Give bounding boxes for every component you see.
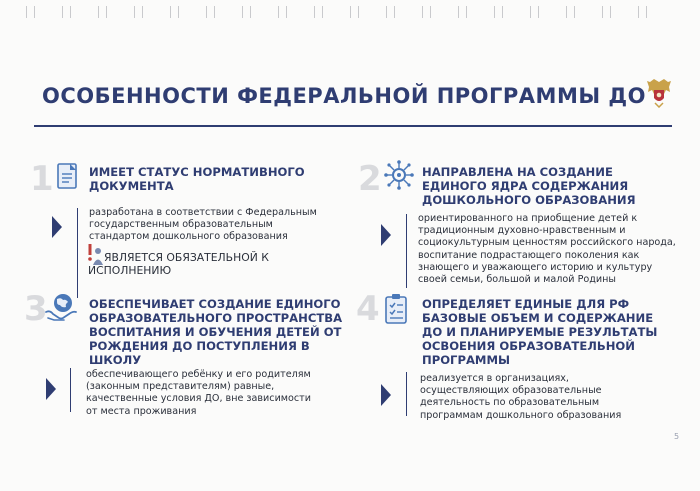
block-1-divider (77, 208, 78, 298)
block-1-heading-line: ИМЕЕТ СТАТУС НОРМАТИВНОГО (89, 165, 305, 179)
block-1-body (89, 207, 317, 244)
block-2-body-line: своей семьи, большой и малой Родины (418, 274, 616, 286)
checklist-icon (383, 293, 411, 325)
block-1-mandatory (88, 251, 269, 277)
block-2-heading-line: ЕДИНОГО ЯДРА СОДЕРЖАНИЯ (422, 179, 629, 193)
block-2-body-line: социокультурным ценностям российского народа, (418, 237, 676, 249)
block-4-heading-line: ОСВОЕНИЯ ОБРАЗОВАТЕЛЬНОЙ (422, 339, 635, 353)
block-1-number: 1 (30, 159, 54, 199)
block-3-heading-line: ВОСПИТАНИЯ И ОБУЧЕНИЯ ДЕТЕЙ ОТ (89, 325, 342, 339)
block-3-arrow-icon (46, 378, 56, 400)
block-2-divider (406, 214, 407, 288)
block-4-body-line: деятельность по образовательным (420, 397, 600, 409)
page-number: 5 (674, 432, 680, 441)
block-3-divider (70, 368, 71, 412)
block-4-divider (406, 372, 407, 416)
block-3-heading (89, 297, 342, 367)
block-3-heading-line: РОЖДЕНИЯ ДО ПОСТУПЛЕНИЯ В (89, 339, 310, 353)
block-4-heading-line: ПРОГРАММЫ (422, 353, 511, 367)
block-4-heading (422, 297, 657, 367)
block-2-body-line: ориентированного на приобщение детей к (418, 213, 638, 224)
block-4-arrow-icon (381, 384, 391, 406)
block-3-body-line: обеспечивающего ребёнку и его родителям (86, 369, 311, 380)
block-2-body-line: знающего и уважающего историю и культуру (418, 261, 653, 273)
block-4-body-line: программам дошкольного образования (420, 409, 622, 421)
block-4-heading-line: ОПРЕДЕЛЯЕТ ЕДИНЫЕ ДЛЯ РФ (422, 297, 630, 311)
network-gear-icon (384, 160, 414, 190)
block-3-body-line: от места проживания (86, 405, 197, 417)
globe-hands-icon (44, 290, 78, 324)
block-4-heading-line: БАЗОВЫЕ ОБЪЕМ И СОДЕРЖАНИЕ (422, 311, 654, 325)
block-1-mandatory-line: ЯВЛЯЕТСЯ ОБЯЗАТЕЛЬНОЙ К (104, 251, 269, 264)
document-icon (54, 162, 82, 190)
block-1-body-line: разработана в соответствии с Федеральным (89, 207, 317, 218)
block-3-body-line: (законным представителям) равные, (86, 381, 275, 393)
block-1-heading-line: ДОКУМЕНТА (89, 179, 174, 193)
block-3-heading-line: ОБЕСПЕЧИВАЕТ СОЗДАНИЕ ЕДИНОГО (89, 297, 341, 311)
block-4-number: 4 (356, 289, 380, 329)
block-1-body-line: государственным образовательным (89, 219, 273, 231)
block-1-heading (89, 165, 305, 193)
block-4-body-line: реализуется в организациях, (420, 373, 569, 384)
title-underline (34, 125, 672, 127)
block-4-heading-line: ДО И ПЛАНИРУЕМЫЕ РЕЗУЛЬТАТЫ (422, 325, 658, 339)
block-1-mandatory-line: ИСПОЛНЕНИЮ (88, 264, 172, 277)
block-3-heading-line: ШКОЛУ (89, 353, 142, 367)
block-2-body (418, 213, 676, 286)
block-3-heading-line: ОБРАЗОВАТЕЛЬНОГО ПРОСТРАНСТВА (89, 311, 343, 325)
block-2-body-line: традиционным духовно-нравственным и (418, 225, 626, 237)
block-3-body (86, 369, 311, 418)
block-4-body (420, 373, 621, 422)
block-2-body-line: воспитание подрастающего поколения как (418, 249, 640, 261)
block-1-arrow-icon (52, 216, 62, 238)
block-2-heading-line: НАПРАВЛЕНА НА СОЗДАНИЕ (422, 165, 613, 179)
block-3-body-line: качественные условия ДО, вне зависимости (86, 393, 312, 405)
binding-marks (0, 0, 700, 22)
exclamation-person-icon (84, 242, 106, 266)
block-1-body-line: стандартом дошкольного образования (89, 231, 288, 243)
page-title: ОСОБЕННОСТИ ФЕДЕРАЛЬНОЙ ПРОГРАММЫ ДО (42, 84, 646, 108)
block-3-number: 3 (24, 289, 48, 329)
block-2-number: 2 (358, 159, 382, 199)
block-2-heading-line: ДОШКОЛЬНОГО ОБРАЗОВАНИЯ (422, 193, 636, 207)
coat-of-arms-icon (645, 76, 673, 108)
block-4-body-line: осуществляющих образовательные (420, 385, 602, 397)
block-2-arrow-icon (381, 224, 391, 246)
block-2-heading (422, 165, 636, 207)
